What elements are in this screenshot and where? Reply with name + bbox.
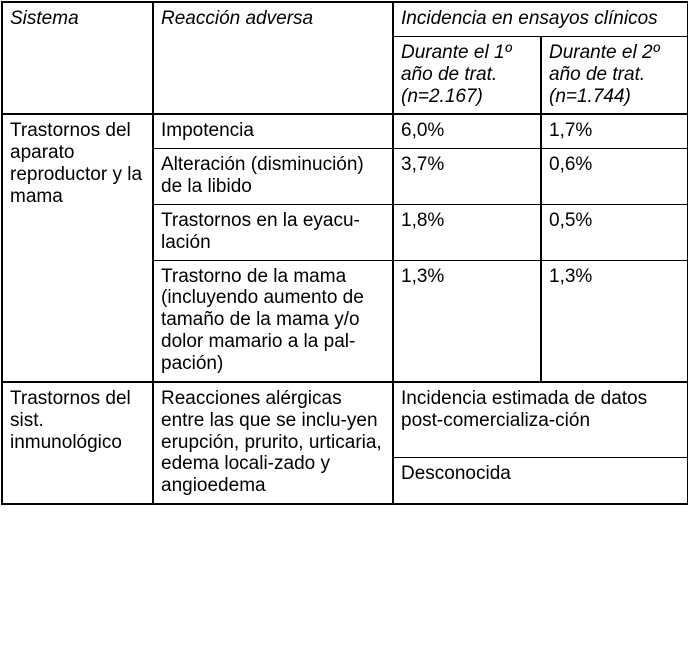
header-reaction: Reacción adversa (153, 2, 393, 114)
value-year2-impotencia: 1,7% (541, 114, 688, 148)
value-year1-libido: 3,7% (393, 149, 541, 205)
note-desconocida: Desconocida (393, 458, 688, 504)
table-row (2, 114, 688, 148)
reaction-mama: Trastorno de la mama (incluyendo aumento de tamaño de la mama y/o dolor mamario a la pal-pación) (153, 260, 393, 382)
adverse-reactions-table (1, 1, 688, 505)
header-system: Sistema (2, 2, 153, 114)
reaction-impotencia: Impotencia (153, 114, 393, 148)
group-system-reproductor: Trastornos del aparato reproductor y la mama (2, 114, 153, 381)
reaction-libido: Alteración (disminución) de la libido (153, 149, 393, 205)
value-year2-mama: 1,3% (541, 260, 688, 382)
document-page (0, 1, 688, 669)
table-row (2, 382, 688, 458)
table-header-row-primary (2, 2, 688, 36)
reaction-eyaculacion: Trastornos en la eyacu-lación (153, 204, 393, 260)
value-year1-impotencia: 6,0% (393, 114, 541, 148)
value-year1-eyaculacion: 1,8% (393, 204, 541, 260)
group-system-inmunologico: Trastornos del sist. inmunológico (2, 382, 153, 504)
header-year-1: Durante el 1º año de trat. (n=2.167) (393, 36, 541, 114)
reaction-alergicas: Reacciones alérgicas entre las que se inclu-yen erupción, prurito, urticaria, edema locali-zado y angioedema (153, 382, 393, 504)
value-year2-eyaculacion: 0,5% (541, 204, 688, 260)
note-incidencia-estimada: Incidencia estimada de datos post-comercializa-ción (393, 382, 688, 458)
header-incidence: Incidencia en ensayos clínicos (393, 2, 688, 36)
header-year-2: Durante el 2º año de trat. (n=1.744) (541, 36, 688, 114)
value-year1-mama: 1,3% (393, 260, 541, 382)
value-year2-libido: 0,6% (541, 149, 688, 205)
